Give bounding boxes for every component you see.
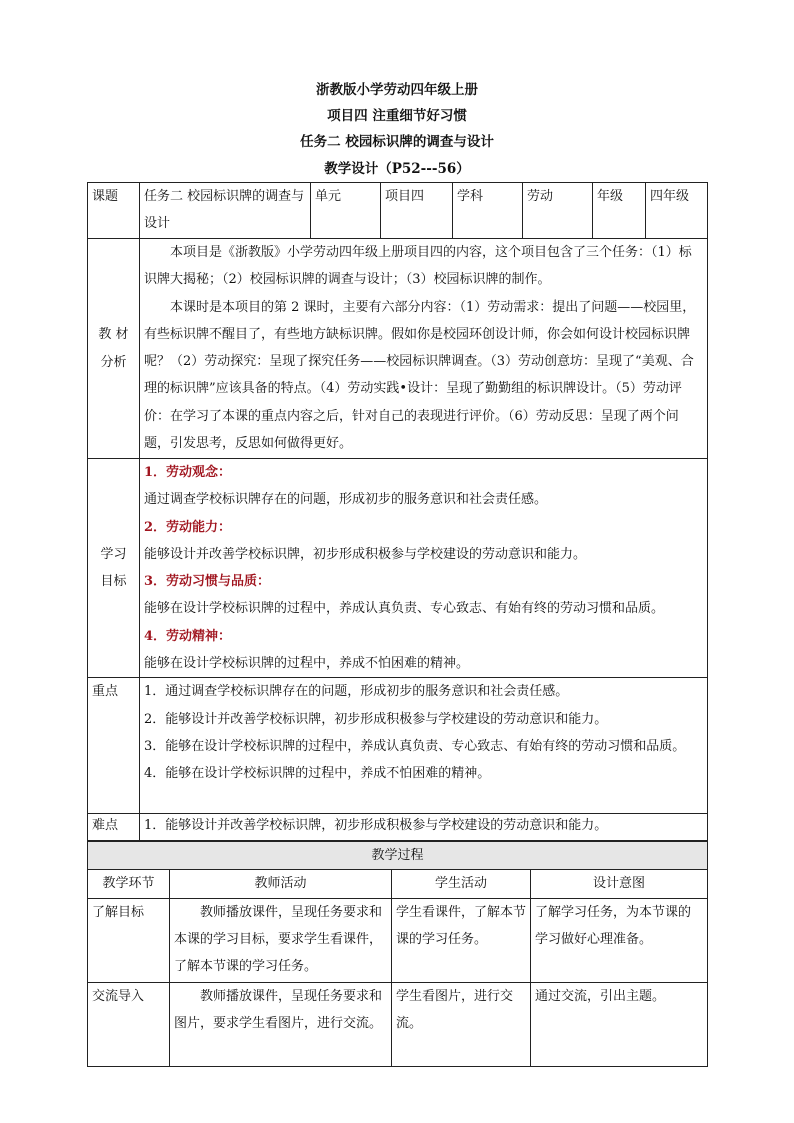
task-title: 任务二 校园标识牌的调查与设计 — [300, 134, 494, 150]
row-intent: 通过交流，引出主题。 — [531, 982, 708, 1066]
goal-heading-4: 4．劳动精神： — [144, 628, 232, 644]
subject-value: 劳动 — [523, 183, 593, 239]
analysis-paragraph-2: 本课时是本项目的第 2 课时，主要有六部分内容：（1）劳动需求：提出了问题——校园里，有些标识牌不醒目了，有些地方缺标识牌。假如你是校园环创设计师，你会如何设计校园标识牌呢？（2）劳动探究：呈现了探究任务——校园标识牌调查。（3）劳动创意坊：呈现了“美观、合理的标识牌”应该具备的特点。（4）劳动实践•设计：呈现了勤勤组的标识牌设计。（5）劳动评价：在学习了本课的重点内容之后，针对自己的表现进行评价。（6）劳动反思：呈现了两个问题，引发思考，反思如何做得更好。 — [144, 299, 696, 452]
analysis-row — [88, 239, 708, 459]
keypoints-content — [140, 678, 708, 814]
topic-label: 课题 — [88, 183, 140, 239]
row-student: 学生看图片，进行交流。 — [392, 982, 531, 1066]
difficulty-1: 1．能够设计并改善学校标识牌，初步形成积极参与学校建设的劳动意识和能力。 — [144, 818, 608, 834]
row-stage: 交流导入 — [88, 982, 170, 1066]
goal-text-3: 能够在设计学校标识牌的过程中，养成认真负责、专心致志、有始有终的劳动习惯和品质。 — [144, 601, 665, 617]
teaching-process-table — [87, 841, 708, 1067]
goal-text-4: 能够在设计学校标识牌的过程中，养成不怕困难的精神。 — [144, 656, 470, 672]
header-teacher: 教师活动 — [170, 870, 392, 898]
process-title: 教学过程 — [88, 842, 708, 870]
goals-row — [88, 459, 708, 678]
project-title: 项目四 注重细节好习惯 — [327, 108, 467, 124]
keypoints-row — [88, 678, 708, 814]
doc-series-title: 浙教版小学劳动四年级上册 — [316, 82, 478, 98]
unit-value: 项目四 — [381, 183, 453, 239]
analysis-paragraph-1: 本项目是《浙教版》小学劳动四年级上册项目四的内容，这个项目包含了三个任务：（1）标识牌大揭秘；（2）校园标识牌的调查与设计；（3）校园标识牌的制作。 — [144, 245, 692, 288]
grade-label: 年级 — [593, 183, 646, 239]
goal-heading-3: 3．劳动习惯与品质： — [144, 574, 271, 590]
keypoint-1: 1．通过调查学校标识牌存在的问题，形成初步的服务意识和社会责任感。 — [144, 684, 569, 700]
goal-heading-1: 1．劳动观念： — [144, 465, 232, 480]
header-intent: 设计意图 — [531, 870, 708, 898]
difficulty-row — [88, 814, 708, 841]
row-intent: 了解学习任务，为本节课的学习做好心理准备。 — [531, 898, 708, 982]
header-student: 学生活动 — [392, 870, 531, 898]
info-row — [88, 183, 708, 239]
keypoint-2: 2．能够设计并改善学校标识牌，初步形成积极参与学校建设的劳动意识和能力。 — [144, 711, 608, 727]
goal-heading-2: 2．劳动能力： — [144, 519, 232, 535]
process-row — [88, 982, 708, 1066]
goal-text-1: 通过调查学校标识牌存在的问题，形成初步的服务意识和社会责任感。 — [144, 492, 548, 508]
grade-value: 四年级 — [646, 183, 708, 239]
keypoints-label: 重点 — [88, 678, 140, 814]
header-stage: 教学环节 — [88, 870, 170, 898]
analysis-content — [140, 239, 708, 459]
row-stage: 了解目标 — [88, 898, 170, 982]
analysis-label: 教 材 分析 — [88, 239, 140, 459]
subject-label: 学科 — [453, 183, 523, 239]
goals-content — [140, 459, 708, 678]
difficulty-label: 难点 — [88, 814, 140, 841]
difficulty-content — [140, 814, 708, 841]
row-teacher: 教师播放课件，呈现任务要求和本课的学习目标，要求学生看课件，了解本节课的学习任务。 — [170, 898, 392, 982]
goals-label: 学习 目标 — [88, 459, 140, 678]
design-title: 教学设计（P52---56） — [324, 161, 470, 177]
keypoint-3: 3．能够在设计学校标识牌的过程中，养成认真负责、专心致志、有始有终的劳动习惯和品质。 — [144, 738, 686, 754]
keypoint-4: 4．能够在设计学校标识牌的过程中，养成不怕困难的精神。 — [144, 766, 491, 782]
row-student: 学生看课件，了解本节课的学习任务。 — [392, 898, 531, 982]
unit-label: 单元 — [311, 183, 381, 239]
process-header-row — [88, 870, 708, 898]
process-title-row — [88, 842, 708, 870]
goal-text-2: 能够设计并改善学校标识牌，初步形成积极参与学校建设的劳动意识和能力。 — [144, 546, 587, 562]
process-row — [88, 898, 708, 982]
row-teacher: 教师播放课件，呈现任务要求和图片，要求学生看图片，进行交流。 — [170, 982, 392, 1066]
topic-value: 任务二 校园标识牌的调查与设计 — [140, 183, 311, 239]
lesson-info-table — [87, 182, 708, 841]
